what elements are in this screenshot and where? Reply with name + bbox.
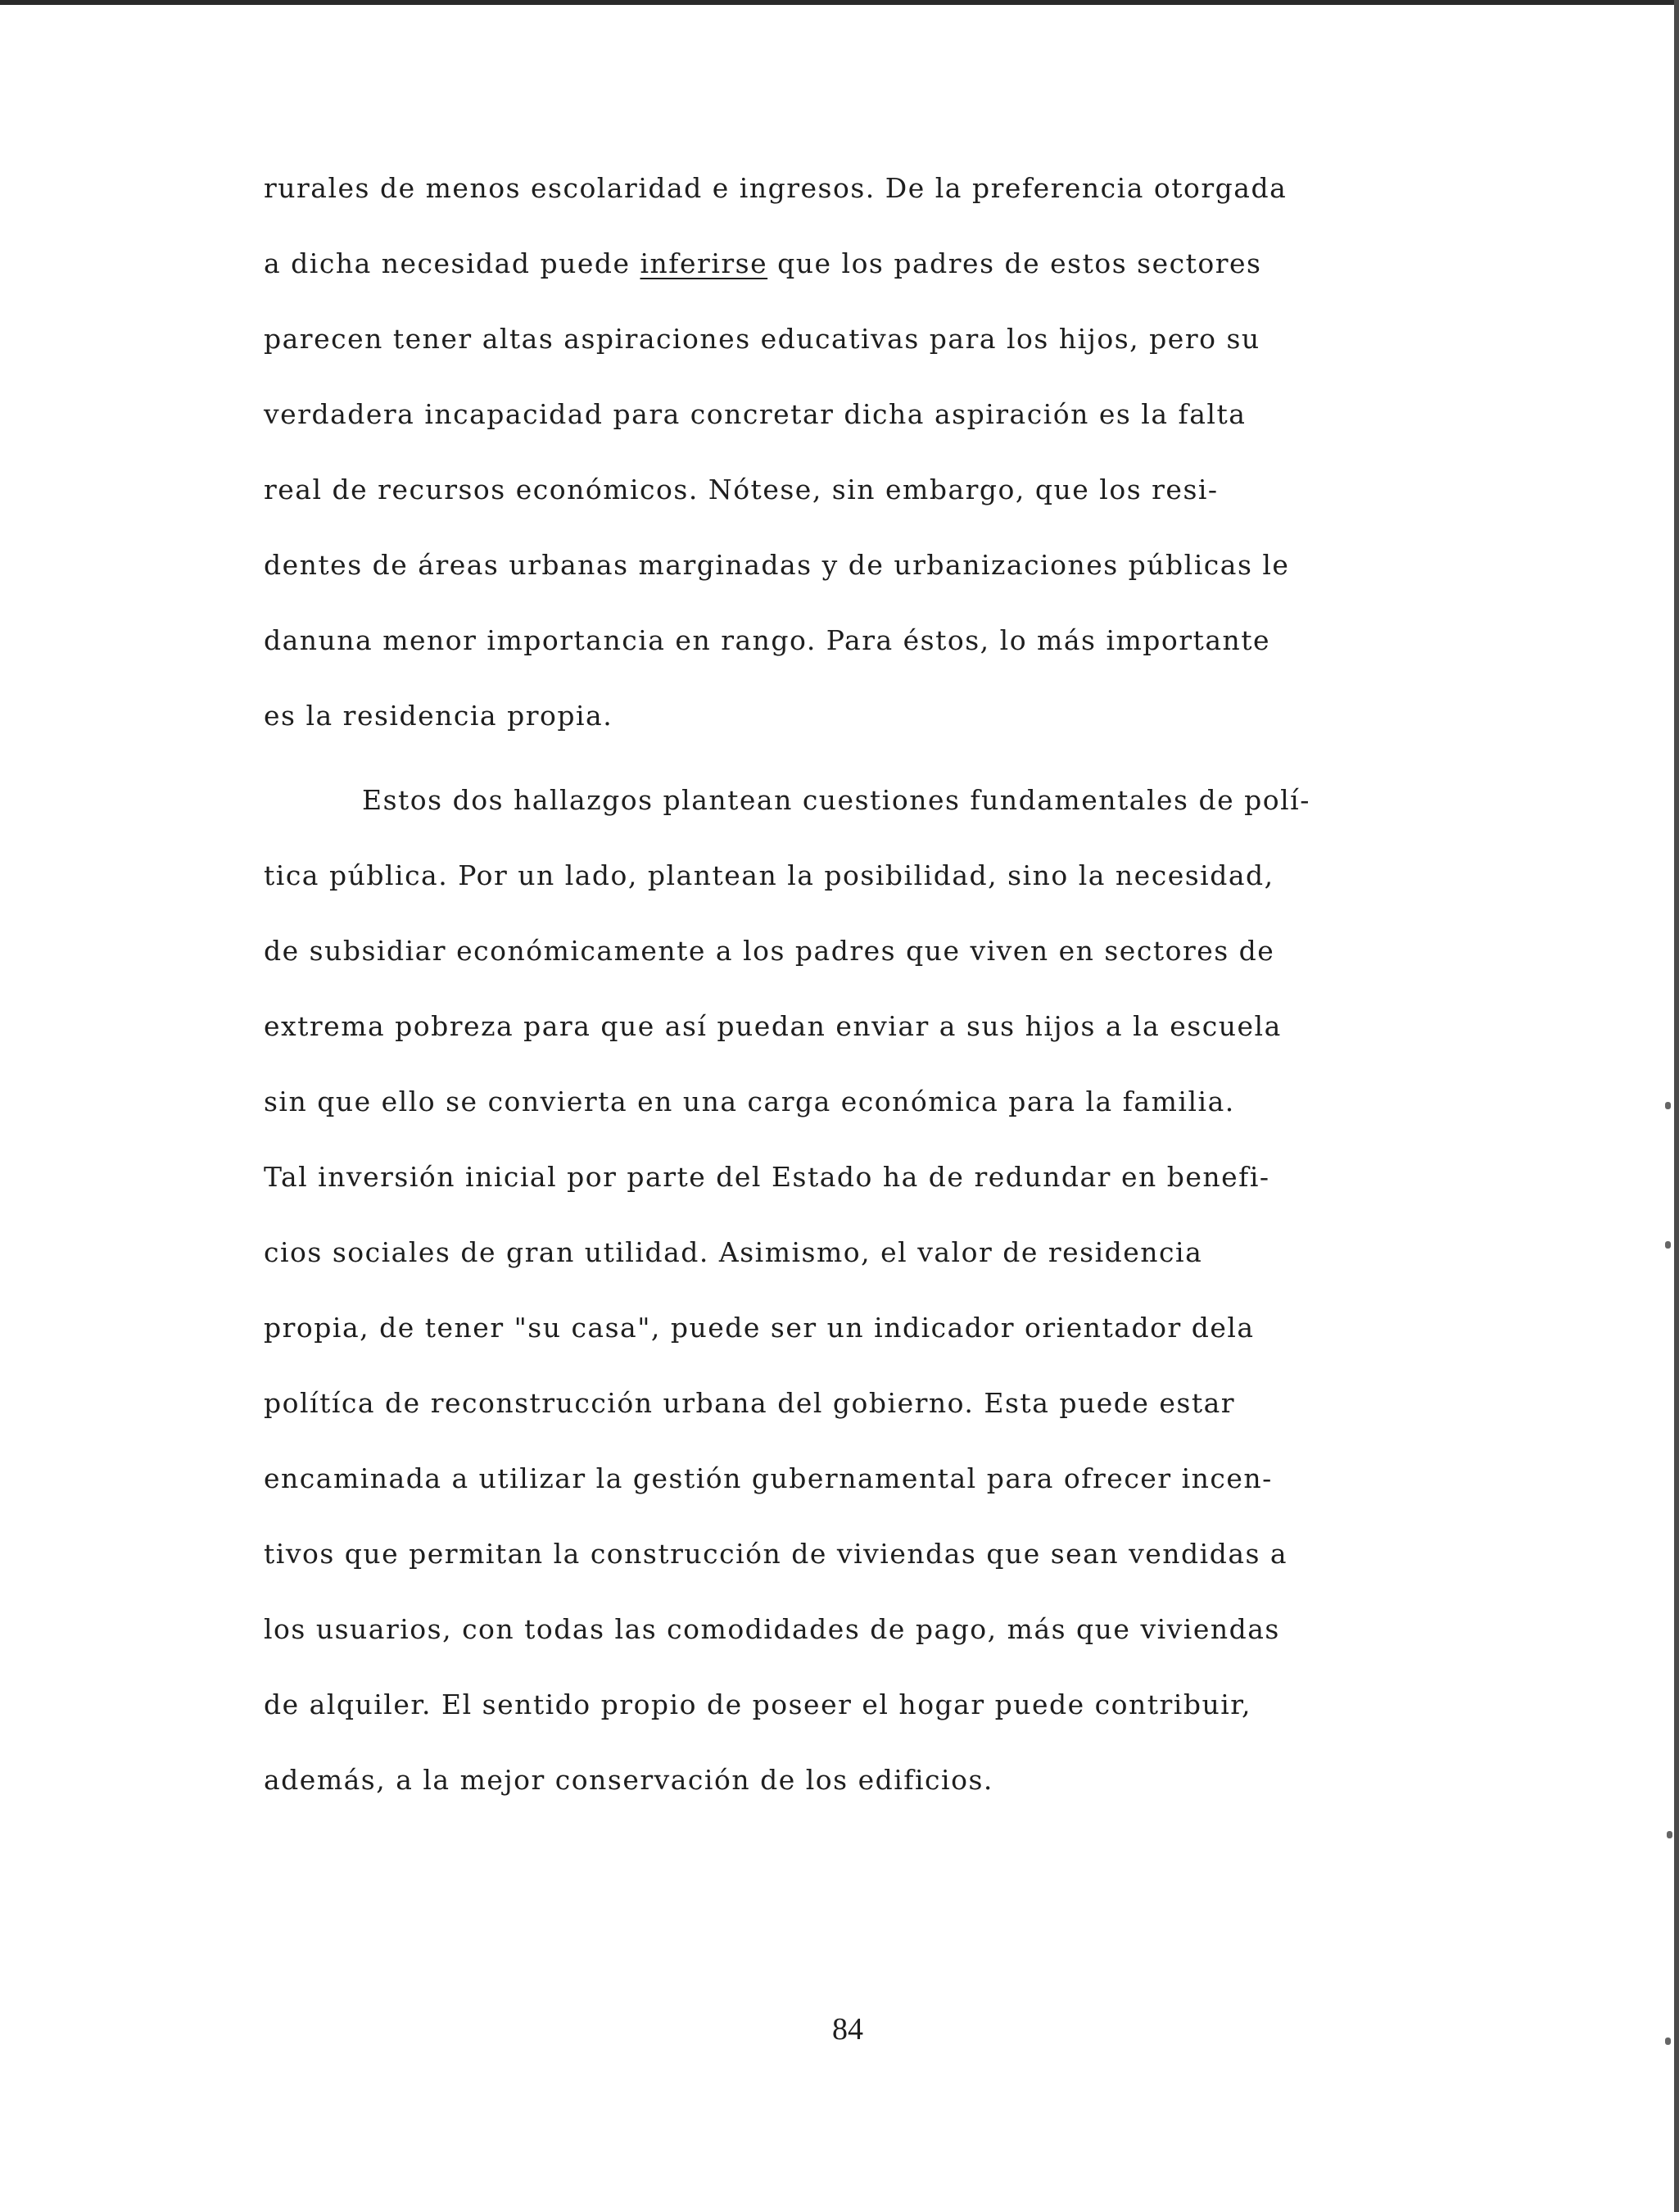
- text-line: extrema pobreza para que así puedan enviar a sus hijos a la escuela: [264, 1010, 1282, 1042]
- text-line: Tal inversión inicial por parte del Estado ha de redundar en benefi-: [264, 1161, 1270, 1193]
- text-line: es la residencia propia.: [264, 700, 613, 732]
- text-line: danuna menor importancia en rango. Para éstos, lo más importante: [264, 624, 1271, 656]
- scan-speck: [1665, 1102, 1671, 1109]
- text-line: tica pública. Por un lado, plantean la posibilidad, sino la necesidad,: [264, 859, 1274, 891]
- scan-border-right: [1674, 0, 1679, 2212]
- text-line: los usuarios, con todas las comodidades de pago, más que viviendas: [264, 1613, 1280, 1645]
- text-line: [264, 243, 1427, 284]
- text-line: dentes de áreas urbanas marginadas y de urbanizaciones públicas le: [264, 549, 1290, 581]
- text-line: Estos dos hallazgos plantean cuestiones fundamentales de polí-: [362, 784, 1310, 816]
- scan-speck: [1665, 1241, 1671, 1249]
- text-line: real de recursos económicos. Nótese, sin embargo, que los resi-: [264, 474, 1219, 505]
- text-line: rurales de menos escolaridad e ingresos. De la preferencia otorgada: [264, 172, 1288, 204]
- text-line: sin que ello se convierta en una carga económica para la familia.: [264, 1086, 1235, 1117]
- text-line: parecen tener altas aspiraciones educativas para los hijos, pero su: [264, 323, 1260, 355]
- text-segment: que los padres de estos sectores: [767, 247, 1262, 279]
- text-line: cios sociales de gran utilidad. Asimismo, el valor de residencia: [264, 1236, 1203, 1268]
- text-line: tivos que permitan la construcción de viviendas que sean vendidas a: [264, 1538, 1288, 1570]
- text-line: polítíca de reconstrucción urbana del gobierno. Esta puede estar: [264, 1387, 1236, 1419]
- text-line: verdadera incapacidad para concretar dicha aspiración es la falta: [264, 398, 1247, 430]
- scan-speck: [1665, 2037, 1671, 2045]
- underlined-word: inferirse: [640, 247, 768, 279]
- scan-border-top: [0, 0, 1679, 5]
- text-segment: a dicha necesidad puede: [264, 247, 640, 279]
- text-line: además, a la mejor conservación de los edificios.: [264, 1764, 993, 1796]
- text-line: de subsidiar económicamente a los padres que viven en sectores de: [264, 935, 1275, 967]
- text-line: propia, de tener "su casa", puede ser un indicador orientador dela: [264, 1312, 1255, 1344]
- text-line: encaminada a utilizar la gestión gubernamental para ofrecer incen-: [264, 1462, 1273, 1494]
- page-number: 84: [832, 2012, 863, 2047]
- scan-speck: [1667, 1831, 1672, 1838]
- text-line: de alquiler. El sentido propio de poseer el hogar puede contribuir,: [264, 1688, 1251, 1720]
